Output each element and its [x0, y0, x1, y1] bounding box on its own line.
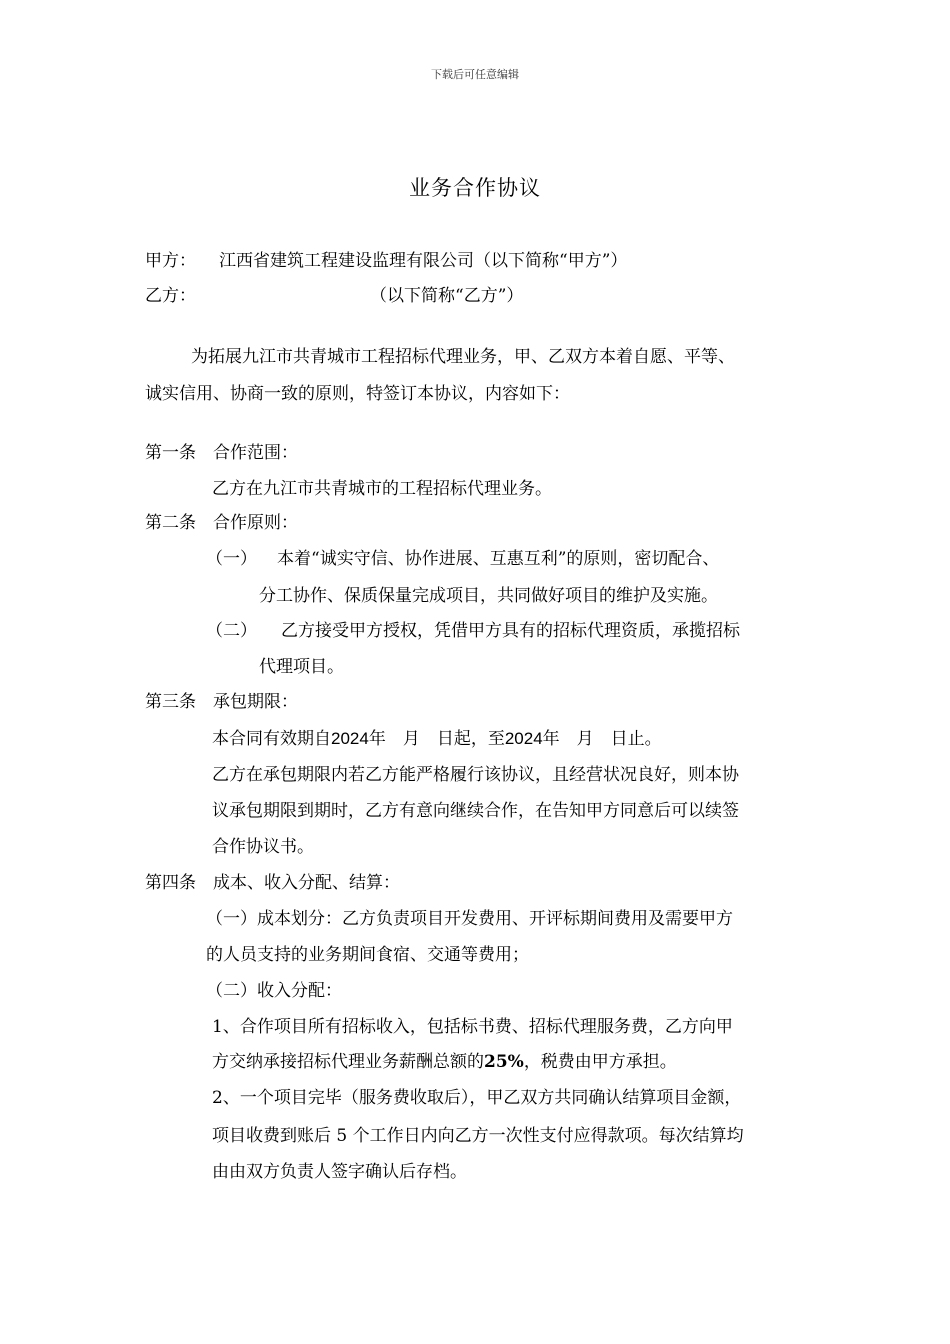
article-1-content: 乙方在九江市共青城市的工程招标代理业务。	[212, 479, 552, 499]
article-2-item-2-line-2: 代理项目。	[259, 657, 344, 677]
article-3-renewal-line-1: 乙方在承包期限内若乙方能严格履行该协议，且经营状况良好，则本协	[212, 765, 739, 785]
article-4-item-2-line-3: 由由双方负责人签字确认后存档。	[212, 1162, 467, 1182]
item-1-text-2: ，税费由甲方承担。	[523, 1052, 677, 1072]
article-4-cost-line-2: 的人员支持的业务期间食宿、交通等费用；	[206, 945, 529, 965]
article-2-heading: 第二条 合作原则：	[145, 513, 298, 533]
article-4-heading: 第四条 成本、收入分配、结算：	[145, 873, 400, 893]
party-b-value: （以下简称“乙方”）	[370, 286, 524, 306]
end-year: 2024	[504, 729, 543, 748]
party-a-value: 江西省建筑工程建设监理有限公司（以下简称“甲方”）	[219, 251, 628, 271]
header-note: 下载后可任意编辑	[431, 68, 519, 81]
article-4-item-2-line-2: 项目收费到账后 5 个工作日内向乙方一次性支付应得款项。每次结算均	[212, 1126, 744, 1146]
article-4-income-heading: （二）收入分配：	[206, 981, 342, 1001]
item-1-text-1: 方交纳承接招标代理业务薪酬总额的	[212, 1052, 484, 1072]
article-4-item-1-line-1: 1、合作项目所有招标收入，包括标书费、招标代理服务费，乙方向甲	[212, 1017, 733, 1037]
article-4-item-2-line-1: 2、一个项目完毕（服务费收取后），甲乙双方共同确认结算项目金额，	[212, 1088, 742, 1108]
article-4-item-1-line-2	[212, 1051, 677, 1073]
start-year: 2024	[331, 729, 369, 748]
term-text-3: 年 月 日止。	[542, 729, 662, 749]
intro-line-2: 诚实信用、协商一致的原则，特签订本协议，内容如下：	[145, 384, 570, 404]
article-2-item-1-marker: （一）	[206, 549, 257, 569]
article-3-term-line	[212, 728, 662, 750]
article-2-item-2-marker: （二）	[206, 621, 257, 641]
share-percentage: 25%	[484, 1052, 524, 1072]
article-3-renewal-line-3: 合作协议书。	[212, 837, 314, 857]
party-b-label: 乙方：	[145, 286, 196, 306]
intro-line-1: 为拓展九江市共青城市工程招标代理业务，甲、乙双方本着自愿、平等、	[191, 347, 735, 367]
article-4-cost-line-1: （一）成本划分：乙方负责项目开发费用、开评标期间费用及需要甲方	[206, 909, 733, 929]
article-1-heading: 第一条 合作范围：	[145, 443, 298, 463]
article-2-item-2-line-1: 乙方接受甲方授权，凭借甲方具有的招标代理资质，承揽招标	[281, 621, 740, 641]
article-3-renewal-line-2: 议承包期限到期时，乙方有意向继续合作，在告知甲方同意后可以续签	[212, 801, 739, 821]
article-2-item-1-line-2: 分工协作、保质保量完成项目，共同做好项目的维护及实施。	[259, 586, 718, 606]
document-title: 业务合作协议	[409, 176, 541, 200]
article-3-heading: 第三条 承包期限：	[145, 692, 298, 712]
term-text-1: 本合同有效期自	[212, 729, 331, 749]
article-2-item-1-line-1: 本着“诚实守信、协作进展、互惠互利”的原则，密切配合、	[277, 549, 720, 569]
term-text-2: 年 月 日起，至	[368, 729, 505, 749]
party-a-label: 甲方：	[145, 251, 196, 271]
